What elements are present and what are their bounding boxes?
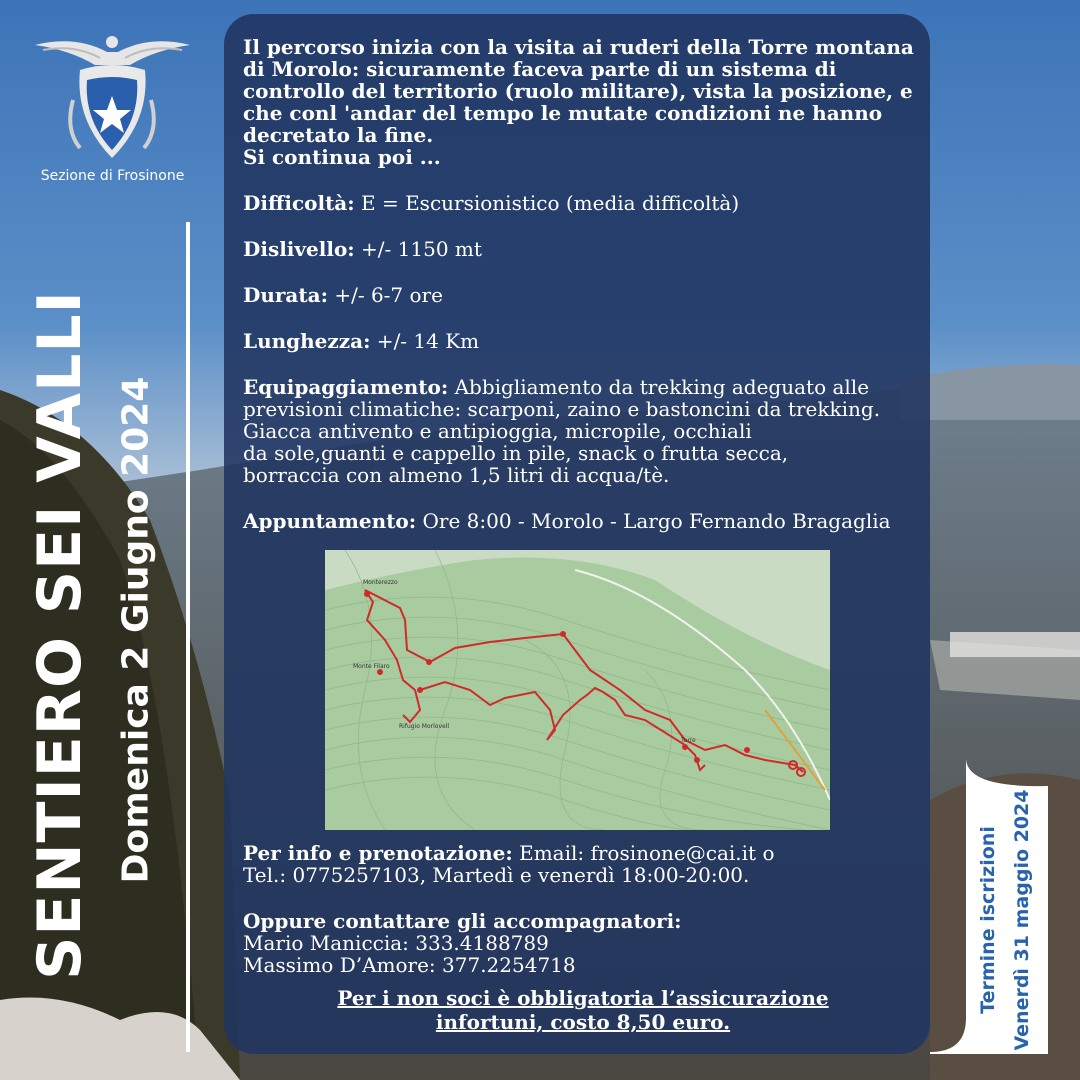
map-label-monte-filaro: Monte Filaro <box>353 663 390 670</box>
info-email: Email: frosinone@cai.it o <box>512 841 775 865</box>
meeting-row <box>243 510 923 532</box>
equipment-line: borraccia con almeno 1,5 litri di acqua/tè. <box>243 463 670 487</box>
info-label: Per info e prenotazione: <box>243 841 513 865</box>
event-title <box>20 290 100 980</box>
map-label-monterezzo: Monterezzo <box>363 579 398 586</box>
insurance-note <box>243 986 923 1034</box>
logo-caption: Sezione di Frosinone <box>40 168 185 184</box>
event-date <box>108 340 164 920</box>
map-label-rifugio: Rifugio Morlovell <box>399 723 450 730</box>
insurance-note-line: Per i non soci è obbligatoria l’assicurazione <box>337 986 829 1010</box>
equipment-line: Giacca antivento e antipioggia, micropile, occhiali <box>243 419 752 443</box>
intro-line: Si continua poi ... <box>243 145 441 169</box>
intro-line: decretato la fine. <box>243 123 434 147</box>
event-date-text: Domenica 2 Giugno 2024 <box>115 376 157 884</box>
equipment-line: previsioni climatiche: scarponi, zaino e bastoncini da trekking. <box>243 397 881 421</box>
length-value: +/- 14 Km <box>370 329 480 353</box>
meeting-label: Appuntamento: <box>243 509 417 533</box>
event-title-text: SENTIERO SEI VALLI <box>25 290 95 980</box>
intro-line: Il percorso inizia con la visita ai ruderi della Torre montana <box>243 35 914 59</box>
contacts-label: Oppure contattare gli accompagnatori: <box>243 909 682 933</box>
equipment-block <box>243 376 923 486</box>
equipment-row <box>243 376 923 398</box>
info-phone: Tel.: 0775257103, Martedì e venerdì 18:00-20:00. <box>243 863 750 887</box>
difficulty-row <box>243 192 923 214</box>
duration-label: Durata: <box>243 283 328 307</box>
topographic-map <box>325 550 830 830</box>
cai-logo <box>35 30 190 165</box>
divider-line <box>186 222 190 1052</box>
elevation-row <box>243 238 923 260</box>
intro-text <box>243 36 923 168</box>
difficulty-value: E = Escursionistico (media difficoltà) <box>354 191 740 215</box>
meeting-value: Ore 8:00 - Morolo - Largo Fernando Bragaglia <box>416 509 891 533</box>
length-row <box>243 330 923 352</box>
duration-row <box>243 284 923 306</box>
deadline-text <box>966 789 1050 1051</box>
info-row <box>243 842 923 864</box>
intro-line: controllo del territorio (ruolo militare), vista la posizione, e <box>243 79 913 103</box>
elevation-label: Dislivello: <box>243 237 355 261</box>
eagle-star-shield-icon <box>35 30 190 165</box>
deadline-title: Termine iscrizioni <box>977 826 999 1014</box>
length-label: Lunghezza: <box>243 329 371 353</box>
map-label-torre: Torre <box>681 737 696 744</box>
deadline-date: Venerdì 31 maggio 2024 <box>1011 789 1033 1051</box>
difficulty-label: Difficoltà: <box>243 191 355 215</box>
duration-value: +/- 6-7 ore <box>327 283 443 307</box>
elevation-value: +/- 1150 mt <box>354 237 482 261</box>
equipment-label: Equipaggiamento: <box>243 375 449 399</box>
contact-section <box>243 842 923 976</box>
insurance-note-line: infortuni, costo 8,50 euro. <box>435 1010 731 1034</box>
route-map <box>325 550 830 830</box>
equipment-value: Abbigliamento da trekking adeguato alle <box>448 375 870 399</box>
intro-line: che conl 'andar del tempo le mutate condizioni ne hanno <box>243 101 883 125</box>
panel-content <box>243 36 923 532</box>
equipment-line: da sole,guanti e cappello in pile, snack o frutta secca, <box>243 441 789 465</box>
contact-person: Mario Maniccia: 333.4188789 <box>243 931 549 955</box>
intro-line: di Morolo: sicuramente faceva parte di un sistema di <box>243 57 837 81</box>
contact-person: Massimo D’Amore: 377.2254718 <box>243 953 576 977</box>
